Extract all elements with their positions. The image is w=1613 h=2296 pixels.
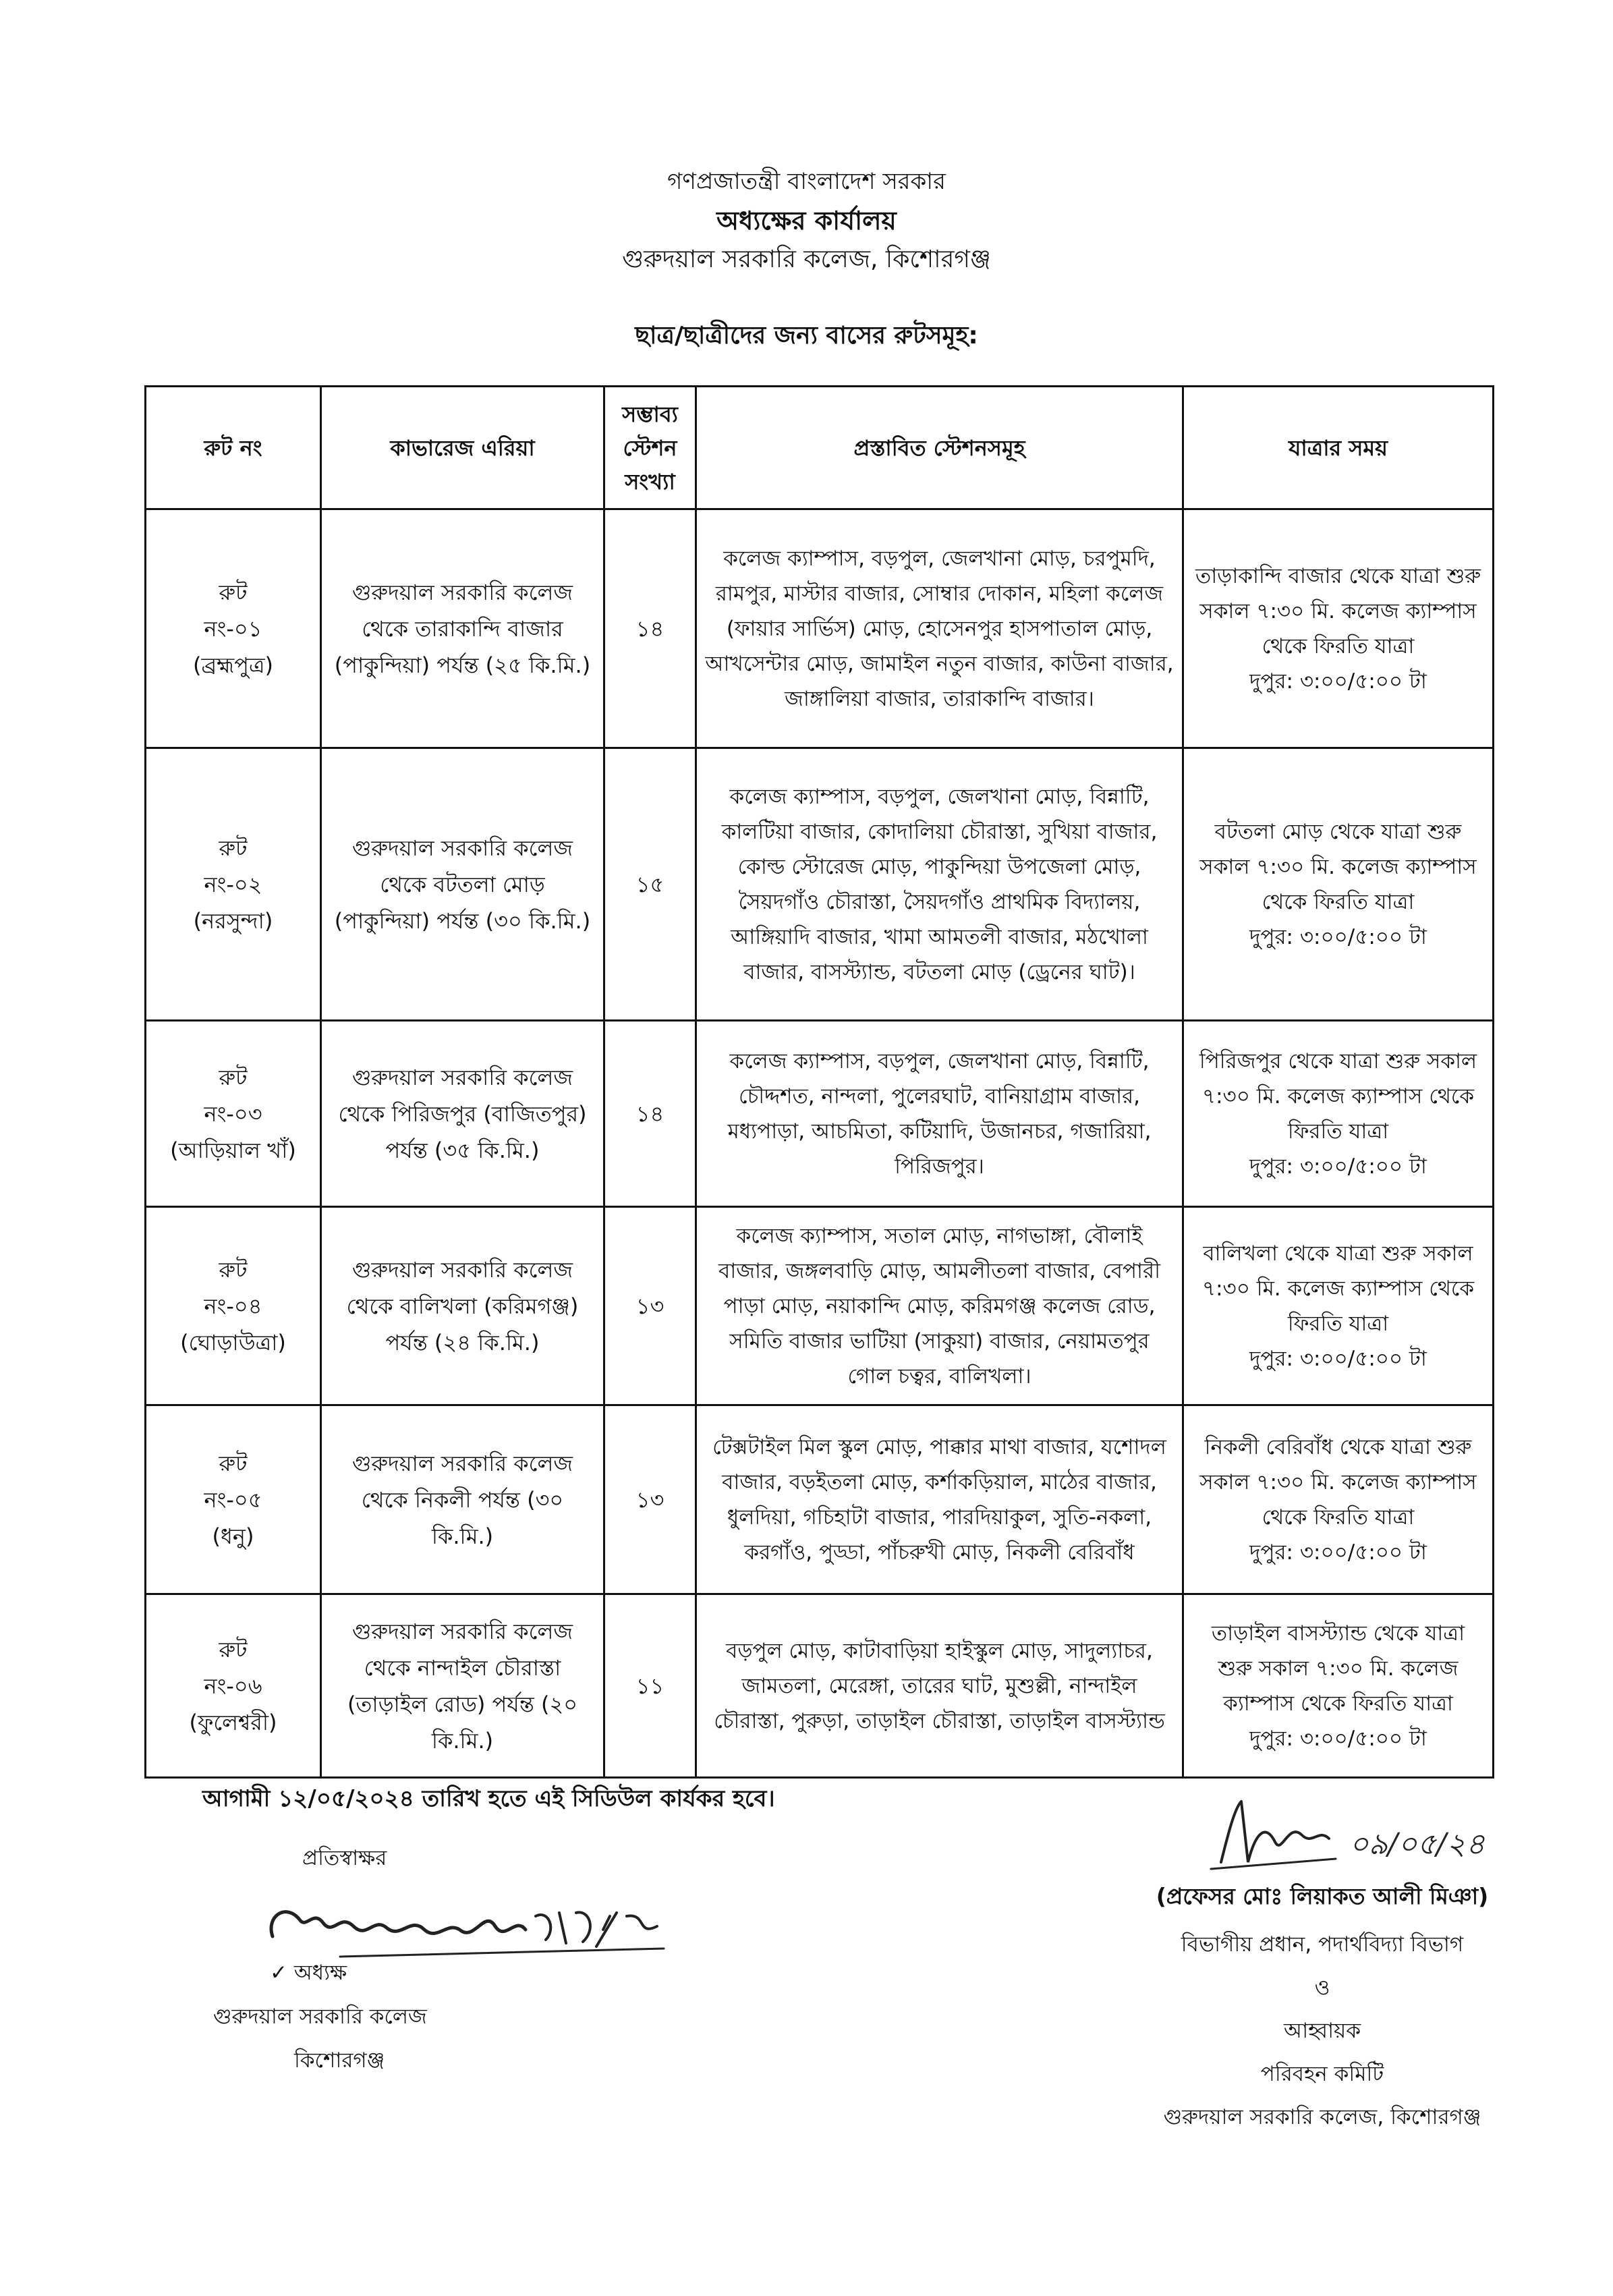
coverage-area-cell: গুরুদয়াল সরকারি কলেজ থেকে বটতলা মোড় (পাকুন্দিয়া) পর্যন্ত (৩০ কি.মি.) bbox=[321, 748, 604, 1021]
stations-cell: কলেজ ক্যাম্পাস, বড়পুল, জেলখানা মোড়, বিন্নাটি, কালটিয়া বাজার, কোদালিয়া চৌরাস্তা, সুখিয়া বাজার, কোল্ড স্টোরেজ মোড়, পাকুন্দিয়া উপজেলা মোড়, সৈয়দগাঁও চৌরাস্তা, সৈয়দগাঁও প্রাথমিক বিদ্যালয়, আঙ্গিয়াদি বাজার, খামা আমতলী বাজার, মঠখোলা বাজার, বাসস্ট্যান্ড, বটতলা মোড় (ড্রেনের ঘাট)। bbox=[696, 748, 1183, 1021]
route-label: রুট bbox=[219, 1256, 248, 1283]
timing-cell bbox=[1183, 1405, 1494, 1594]
departure-time: তাড়াকান্দি বাজার থেকে যাত্রা শুরু সকাল ৭:৩০ মি. কলেজ ক্যাম্পাস থেকে ফিরতি যাত্রা bbox=[1195, 563, 1481, 659]
timing-cell bbox=[1183, 1021, 1494, 1207]
station-count-cell: ১১ bbox=[604, 1594, 696, 1778]
coverage-area-cell: গুরুদয়াল সরকারি কলেজ থেকে বালিখলা (করিমগঞ্জ) পর্যন্ত (২৪ কি.মি.) bbox=[321, 1207, 604, 1405]
header-coverage-area: কাভারেজ এরিয়া bbox=[321, 387, 604, 509]
table-row bbox=[146, 1594, 1494, 1778]
header-station-count-line: সম্ভাব্য bbox=[622, 401, 678, 427]
route-number: নং-০২ bbox=[204, 871, 262, 897]
right-college-name: গুরুদয়াল সরকারি কলেজ, কিশোরগঞ্জ bbox=[1163, 2105, 1481, 2129]
document-header bbox=[0, 162, 1613, 279]
timing-cell bbox=[1183, 748, 1494, 1021]
departure-time: পিরিজপুর থেকে যাত্রা শুরু সকাল ৭:৩০ মি. কলেজ ক্যাম্পাস থেকে ফিরতি যাত্রা bbox=[1199, 1048, 1477, 1144]
table-row bbox=[146, 1405, 1494, 1594]
header-station-count bbox=[604, 387, 696, 509]
left-district-name: কিশোরগঞ্জ bbox=[294, 2048, 385, 2073]
convener-name: (প্রফেসর মোঃ লিয়াকত আলী মিঞা) bbox=[1156, 1883, 1489, 1909]
convener-designation bbox=[1086, 1923, 1558, 2139]
principal-signature bbox=[259, 1889, 677, 1963]
coverage-area-cell: গুরুদয়াল সরকারি কলেজ থেকে নিকলী পর্যন্ত (৩০ কি.মি.) bbox=[321, 1405, 604, 1594]
station-count-cell: ১৪ bbox=[604, 1021, 696, 1207]
route-number-cell bbox=[146, 1021, 321, 1207]
committee-name: পরিবহন কমিটি bbox=[1260, 2062, 1384, 2086]
convener-signature bbox=[1201, 1795, 1349, 1876]
route-number-cell bbox=[146, 748, 321, 1021]
header-station-count-line: সংখ্যা bbox=[625, 468, 675, 495]
route-name: (নরসুন্দা) bbox=[193, 907, 273, 934]
stations-cell: কলেজ ক্যাম্পাস, বড়পুল, জেলখানা মোড়, চরপুমদি, রামপুর, মাস্টার বাজার, সোম্বার দোকান, মহিলা কলেজ (ফায়ার সার্ভিস) মোড়, হোসেনপুর হাসপাতাল মোড়, আখসেন্টার মোড়, জামাইল নতুন বাজার, কাউনা বাজার, জাঙ্গালিয়া বাজার, তারাকান্দি বাজার। bbox=[696, 509, 1183, 748]
return-time: দুপুর: ৩:০০/৫:০০ টা bbox=[1249, 1154, 1427, 1179]
header-route-no: রুট নং bbox=[146, 387, 321, 509]
table-row bbox=[146, 1021, 1494, 1207]
station-count-cell: ১৫ bbox=[604, 748, 696, 1021]
government-name: গণপ্রজাতন্ত্রী বাংলাদেশ সরকার bbox=[667, 168, 946, 195]
office-name: অধ্যক্ষের কার্যালয় bbox=[716, 206, 897, 235]
convener-role: আহ্বায়ক bbox=[1283, 2019, 1361, 2043]
principal-role: অধ্যক্ষ bbox=[293, 1961, 347, 1985]
header-station-count-line: স্টেশন bbox=[623, 435, 677, 461]
route-number: নং-০১ bbox=[204, 615, 262, 642]
header-proposed-stations: প্রস্তাবিত স্টেশনসমূহ bbox=[696, 387, 1183, 509]
timing-cell bbox=[1183, 509, 1494, 748]
conjunction: ও bbox=[1314, 1976, 1330, 2000]
header-travel-time: যাত্রার সময় bbox=[1183, 387, 1494, 509]
table-header-row bbox=[146, 387, 1494, 509]
route-name: (ঘোড়াউত্রা) bbox=[180, 1329, 286, 1355]
stations-cell: কলেজ ক্যাম্পাস, বড়পুল, জেলখানা মোড়, বিন্নাটি, চৌদ্দশত, নান্দলা, পুলেরঘাট, বানিয়াগ্রাম বাজার, মধ্যপাড়া, আচমিতা, কটিয়াদি, উজানচর, গজারিয়া, পিরিজপুর। bbox=[696, 1021, 1183, 1207]
left-college-name: গুরুদয়াল সরকারি কলেজ bbox=[213, 2005, 427, 2029]
timing-cell bbox=[1183, 1207, 1494, 1405]
departure-time: তাড়াইল বাসস্ট্যান্ড থেকে যাত্রা শুরু সকাল ৭:৩০ মি. কলেজ ক্যাম্পাস থেকে ফিরতি যাত্রা bbox=[1211, 1621, 1465, 1716]
page-title: ছাত্র/ছাত্রীদের জন্য বাসের রুটসমূহ: bbox=[635, 322, 978, 349]
route-number-cell bbox=[146, 1405, 321, 1594]
signature-date: ০৯/০৫/২৪ bbox=[1349, 1827, 1485, 1861]
route-label: রুট bbox=[219, 835, 248, 861]
route-name: (ধনু) bbox=[212, 1523, 254, 1549]
departure-time: বটতলা মোড় থেকে যাত্রা শুরু সকাল ৭:৩০ মি. কলেজ ক্যাম্পাস থেকে ফিরতি যাত্রা bbox=[1199, 819, 1477, 914]
route-number: নং-০৫ bbox=[204, 1486, 262, 1513]
return-time: দুপুর: ৩:০০/৫:০০ টা bbox=[1249, 1540, 1427, 1565]
route-label: রুট bbox=[219, 1450, 248, 1476]
return-time: দুপুর: ৩:০০/৫:০০ টা bbox=[1249, 669, 1427, 694]
route-label: রুট bbox=[219, 579, 248, 605]
table-row bbox=[146, 509, 1494, 748]
departure-time: বালিখলা থেকে যাত্রা শুরু সকাল ৭:৩০ মি. কলেজ ক্যাম্পাস থেকে ফিরতি যাত্রা bbox=[1201, 1241, 1475, 1336]
route-number: নং-০৬ bbox=[204, 1673, 262, 1699]
departure-time: নিকলী বেরিবাঁধ থেকে যাত্রা শুরু সকাল ৭:৩০ মি. কলেজ ক্যাম্পাস থেকে ফিরতি যাত্রা bbox=[1199, 1434, 1477, 1530]
station-count-cell: ১৩ bbox=[604, 1405, 696, 1594]
route-number-cell bbox=[146, 1594, 321, 1778]
route-number-cell bbox=[146, 509, 321, 748]
table-row bbox=[146, 748, 1494, 1021]
return-time: দুপুর: ৩:০০/৫:০০ টা bbox=[1249, 924, 1427, 949]
bus-route-table bbox=[144, 385, 1494, 1779]
college-name: গুরুদয়াল সরকারি কলেজ, কিশোরগঞ্জ bbox=[622, 246, 991, 273]
effective-date-note: আগামী ১২/০৫/২০২৪ তারিখ হতে এই সিডিউল কার্যকর হবে। bbox=[202, 1785, 775, 1812]
convener-department: বিভাগীয় প্রধান, পদার্থবিদ্যা বিভাগ bbox=[1181, 1932, 1464, 1957]
principal-title: ✓ অধ্যক্ষ bbox=[270, 1961, 347, 1985]
coverage-area-cell: গুরুদয়াল সরকারি কলেজ থেকে তারাকান্দি বাজার (পাকুন্দিয়া) পর্যন্ত (২৫ কি.মি.) bbox=[321, 509, 604, 748]
station-count-cell: ১৪ bbox=[604, 509, 696, 748]
countersign-label: প্রতিস্বাক্ষর bbox=[302, 1846, 387, 1870]
route-label: রুট bbox=[219, 1064, 248, 1090]
coverage-area-cell: গুরুদয়াল সরকারি কলেজ থেকে পিরিজপুর (বাজিতপুর) পর্যন্ত (৩৫ কি.মি.) bbox=[321, 1021, 604, 1207]
return-time: দুপুর: ৩:০০/৫:০০ টা bbox=[1249, 1346, 1427, 1371]
route-number-cell bbox=[146, 1207, 321, 1405]
route-number: নং-০৪ bbox=[204, 1293, 262, 1319]
timing-cell bbox=[1183, 1594, 1494, 1778]
coverage-area-cell: গুরুদয়াল সরকারি কলেজ থেকে নান্দাইল চৌরাস্তা (তাড়াইল রোড) পর্যন্ত (২০ কি.মি.) bbox=[321, 1594, 604, 1778]
stations-cell: টেক্সটাইল মিল স্কুল মোড়, পাক্কার মাথা বাজার, যশোদল বাজার, বড়ইতলা মোড়, কর্শাকড়িয়াল, মাঠের বাজার, ধুলদিয়া, গচিহাটা বাজার, পারদিয়াকুল, সুতি-নকলা, করগাঁও, পুড্ডা, পাঁচরুখী মোড়, নিকলী বেরিবাঁধ bbox=[696, 1405, 1183, 1594]
stations-cell: বড়পুল মোড়, কাটাবাড়িয়া হাইস্কুল মোড়, সাদুল্যাচর, জামতলা, মেরেঙ্গা, তারের ঘাট, মুশুল্লী, নান্দাইল চৌরাস্তা, পুরুড়া, তাড়াইল চৌরাস্তা, তাড়াইল বাসস্ট্যান্ড bbox=[696, 1594, 1183, 1778]
stations-cell: কলেজ ক্যাম্পাস, সতাল মোড়, নাগভাঙ্গা, বৌলাই বাজার, জঙ্গলবাড়ি মোড়, আমলীতলা বাজার, বেপারী পাড়া মোড়, নয়াকান্দি মোড়, করিমগঞ্জ কলেজ রোড, সমিতি বাজার ভাটিয়া (সাকুয়া) বাজার, নেয়ামতপুর গোল চত্বর, বালিখলা। bbox=[696, 1207, 1183, 1405]
route-name: (আড়িয়াল খাঁ) bbox=[170, 1137, 296, 1163]
route-label: রুট bbox=[219, 1636, 248, 1662]
route-name: (ব্রহ্মপুত্র) bbox=[193, 652, 273, 678]
table-row bbox=[146, 1207, 1494, 1405]
station-count-cell: ১৩ bbox=[604, 1207, 696, 1405]
route-name: (ফুলেশ্বরী) bbox=[189, 1709, 277, 1735]
return-time: দুপুর: ৩:০০/৫:০০ টা bbox=[1249, 1726, 1427, 1751]
route-number: নং-০৩ bbox=[204, 1100, 262, 1127]
